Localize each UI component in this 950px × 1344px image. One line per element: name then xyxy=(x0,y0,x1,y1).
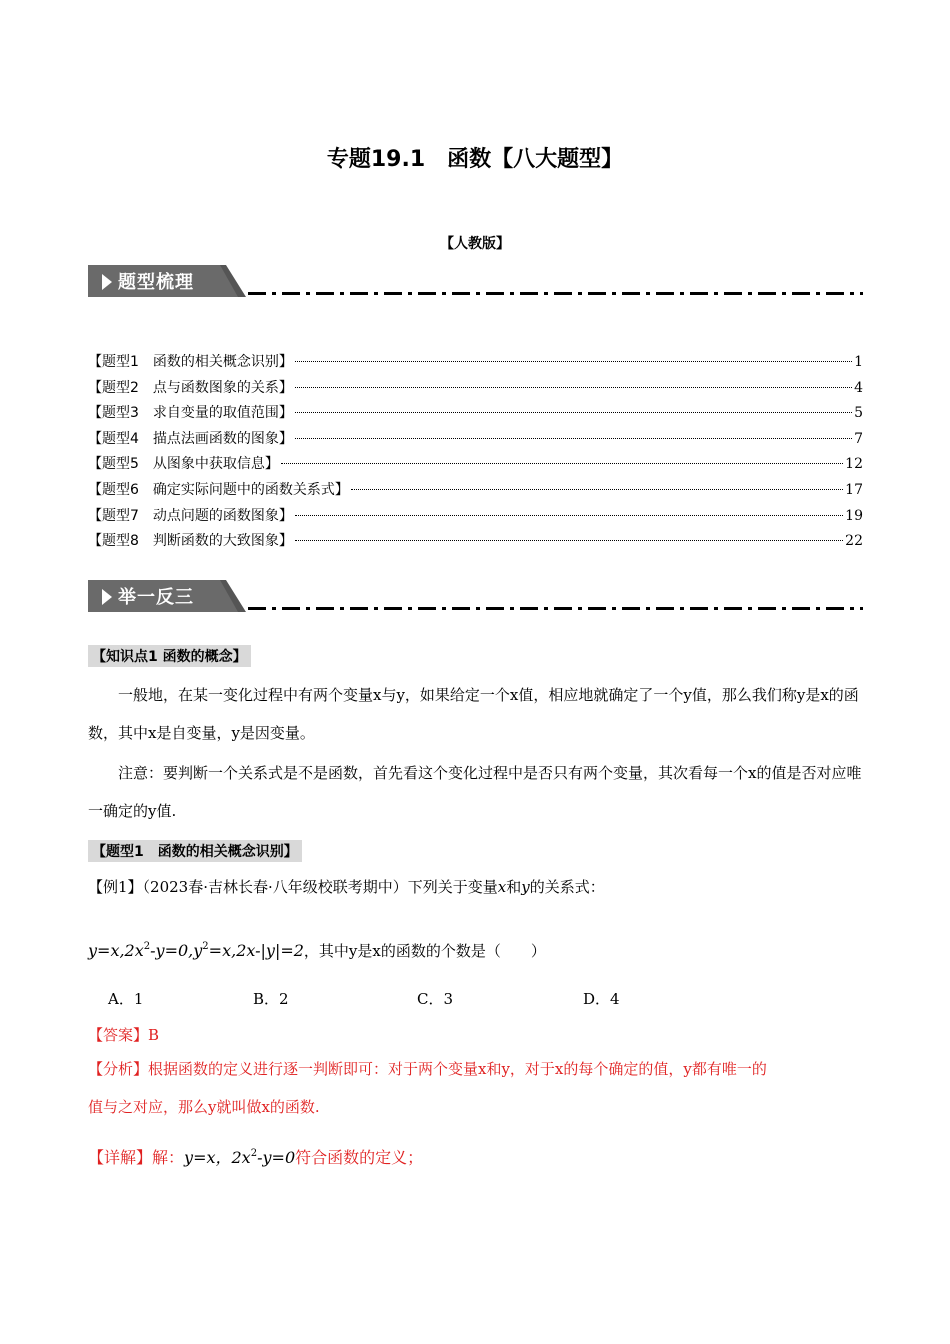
toc-entry[interactable]: 【题型5 从图象中获取信息】 12 xyxy=(88,456,863,473)
toc-entry[interactable]: 【题型8 判断函数的大致图象】 22 xyxy=(88,533,863,550)
knowledge-paragraph-1: 一般地，在某一变化过程中有两个变量x与y，如果给定一个x值，相应地就确定了一个y值，那么我们称y是x的函数，其中x是自变量，y是因变量。 xyxy=(88,686,859,742)
section-banner-examples xyxy=(88,580,863,616)
edition-label: 【人教版】 xyxy=(440,236,510,252)
type-tag: 【题型1 函数的相关概念识别】 xyxy=(88,840,302,862)
toc-entry[interactable]: 【题型6 确定实际问题中的函数关系式】 17 xyxy=(88,481,863,498)
detail-line: 【详解】解：y=x，$2x^2-y=0$符合函数的定义； xyxy=(88,1148,424,1167)
knowledge-tag: 【知识点1 函数的概念】 xyxy=(88,645,251,667)
option-a[interactable]: A．1 xyxy=(108,990,144,1008)
knowledge-paragraph-2: 注意：要判断一个关系式是不是函数，首先看这个变化过程中是否只有两个变量，其次看每一个x的值是否对应唯一确定的y值. xyxy=(88,764,862,820)
toc-entry[interactable]: 【题型2 点与函数图象的关系】 4 xyxy=(88,379,863,396)
option-d[interactable]: D．4 xyxy=(583,990,620,1008)
dash-divider xyxy=(248,292,863,295)
toc-entry[interactable]: 【题型4 描点法画函数的图象】 7 xyxy=(88,430,863,447)
example-formula: $y=x,2x^2-y=0,y^2=x,2x-|y|=2$，其中y是x的函数的个数是（ ） xyxy=(88,941,546,960)
analysis-line-1: 【分析】根据函数的定义进行逐一判断即可：对于两个变量x和y，对于x的每个确定的值，y都有唯一的 xyxy=(88,1060,767,1078)
answer: 【答案】B xyxy=(88,1026,160,1044)
section-label: 举一反三 xyxy=(118,587,194,608)
analysis-line-2: 值与之对应，那么y就叫做x的函数. xyxy=(88,1098,320,1116)
page-title: 专题19.1 函数【八大题型】 xyxy=(326,147,624,172)
toc-entry[interactable]: 【题型7 动点问题的函数图象】 19 xyxy=(88,507,863,524)
option-b[interactable]: B．2 xyxy=(253,990,289,1008)
toc-entry[interactable]: 【题型3 求自变量的取值范围】 5 xyxy=(88,405,863,422)
play-arrow-icon xyxy=(102,589,112,605)
section-label: 题型梳理 xyxy=(118,272,194,293)
table-of-contents xyxy=(88,351,863,556)
dash-divider xyxy=(248,607,863,610)
play-arrow-icon xyxy=(102,274,112,290)
section-banner-type-overview xyxy=(88,265,863,301)
example-heading: 【例1】（2023春·吉林长春·八年级校联考期中）下列关于变量x和y的关系式： xyxy=(88,878,605,896)
option-c[interactable]: C．3 xyxy=(417,990,454,1008)
toc-entry[interactable]: 【题型1 函数的相关概念识别】 1 xyxy=(88,354,863,370)
